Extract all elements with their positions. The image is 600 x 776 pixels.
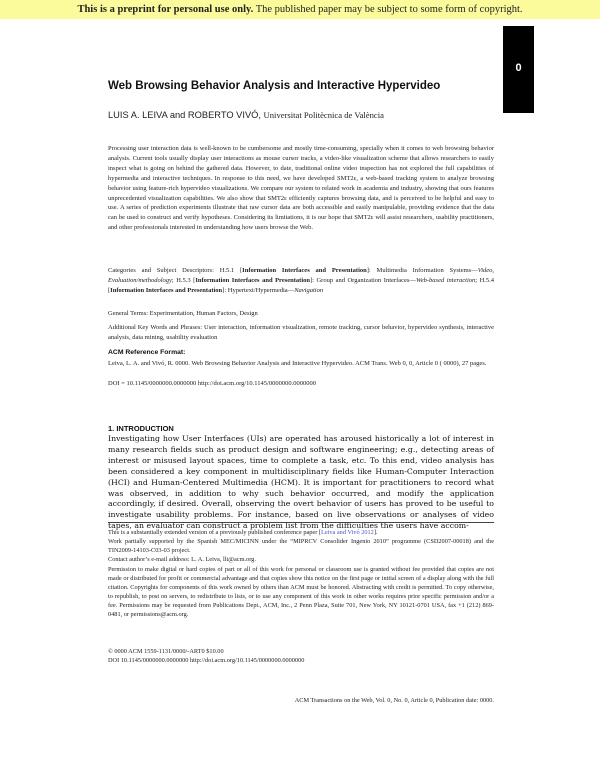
footnote-extended-version — [108, 528, 494, 537]
footnote-doi: DOI 10.1145/0000000.0000000 http://doi.acm.org/10.1145/0000000.0000000 — [108, 657, 305, 664]
category-code: H.5.1 [ — [219, 267, 243, 274]
category-subject: ]: Group and Organization Interfaces— — [310, 276, 416, 284]
preprint-banner — [0, 0, 600, 19]
category-name: Information Interfaces and Presentation — [195, 276, 310, 284]
footnote-text: This is a substantially extended version of a previously published conference paper [ — [108, 529, 321, 536]
citation-link[interactable]: Leiva and Vivó 2012 — [320, 529, 374, 536]
category-subject: ]: Multimedia Information Systems— — [366, 267, 478, 274]
category-name: Information Interfaces and Presentation — [242, 267, 367, 274]
acm-reference-citation: Leiva, L. A. and Vivó, R. 0000. Web Browsing Behavior Analysis and Interactive Hypervideo. ACM Trans. Web 0, 0, Article 0 ( 0000), 27 pages. — [108, 360, 487, 367]
footnote-text-end: ]. — [373, 529, 378, 536]
author-affiliation: Universitat Politècnica de València — [263, 110, 384, 120]
keywords: Additional Key Words and Phrases: User interaction, information visualization, remote tracking, cursor behavior, hypervideo synthesis, interactive analysis, data mining, usability evaluation — [108, 324, 494, 341]
footnote-rule — [108, 522, 494, 523]
category-name: Information Interfaces and Presentation — [110, 286, 223, 294]
footnote-copyright: © 0000 ACM 1559-1131/0000/-ART0 $10.00 — [108, 648, 224, 655]
banner-rest-text: The published paper may be subject to some form of copyright. — [255, 4, 523, 15]
categories-label: Categories and Subject Descriptors: — [108, 267, 214, 274]
banner-bold-text: This is a preprint for personal use only. — [77, 4, 254, 15]
category-code: ; H.5.3 [ — [171, 276, 196, 284]
footnote-funding: Work partially supported by the Spanish MEC/MICINN under the “MIPRCV Consolider Ingenio 2010” programme (CSD2007-00018) and the TIN2009-14103-C03-03 project. — [108, 538, 494, 555]
general-terms: General Terms: Experimentation, Human Factors, Design — [108, 310, 258, 317]
abstract: Processing user interaction data is well-known to be cumbersome and mostly time-consuming, specially when it comes to web browsing behavior analysis. Current tools usually display user interactions as mouse cursor tracks, a video-like visualization scheme that allows researchers to easily inspect what is going on behind the gathered data. However, to date, traditional online video inspection has not explored the full capabilities of hypermedia and interactive techniques. In response to this need, we have developed SMT2ε, a web-based tracking system to analyze browsing behavior using feature-rich hypervideo visualizations. We compare our system to related work in academia and industry, showing that ours features unprecedented visualization capabilities. We also show that SMT2ε efficiently captures browsing data, and is perceived to be helpful and easy to use. A series of prediction experiments illustrate that raw cursor data are both accessible and easily manipulable, providing evidence that the data can be used to construct and verify hypotheses. Considering its limitations, it is our hope that SMT2ε will assist researchers, usability practitioners, and other professionals interested in understanding how users browse the Web. — [108, 145, 494, 232]
introduction-body: Investigating how User Interfaces (UIs) are operated has aroused historically a lot of interest in many research fields such as product design and software engineering; e.g., detecting areas of interest or misused layout spaces, time to complete a task, etc. To this end, video analysis has been considered a key component in multidisciplinary fields like Human-Computer Interaction (HCI) and Human-Centered Multimedia (HCM). It is important for practitioners to record what was observed, in addition to why such behavior occurred, and modify the application accordingly, if desired. Overall, observing the overt behavior of users has proved to be useful to investigate usability problems. For instance, based on live observations or analyses of video tapes, an evaluator can construct a problem list from the difficulties the users have accom- — [108, 434, 494, 531]
author-line — [108, 110, 498, 120]
category-subject: ]: Hypertext/Hypermedia— — [222, 286, 295, 294]
acm-reference-doi: DOI = 10.1145/0000000.0000000 http://doi.acm.org/10.1145/0000000.0000000 — [108, 380, 316, 387]
author-names: LUIS A. LEIVA and ROBERTO VIVÓ, — [108, 110, 261, 120]
section-heading-introduction: 1. INTRODUCTION — [108, 424, 174, 433]
paper-title: Web Browsing Behavior Analysis and Interactive Hypervideo — [108, 80, 441, 92]
footnote-permissions: Permission to make digital or hard copies of part or all of this work for personal or classroom use is granted without fee provided that copies are not made or distributed for profit or commercial advantage and that copies show this notice on the first page or initial screen of a display along with the full citation. Copyrights for components of this work owned by others than ACM must be honored. Abstracting with credit is permitted. To copy otherwise, to republish, to post on servers, to redistribute to lists, or to use any component of this work in other works requires prior specific permission and/or a fee. Permissions may be requested from Publications Dept., ACM, Inc., 2 Penn Plaza, Suite 701, New York, NY 10121-0701 USA, fax +1 (212) 869-0481, or permissions@acm.org. — [108, 566, 494, 619]
categories-descriptors — [108, 266, 494, 296]
category-detail: Navigation — [294, 286, 324, 294]
category-code: ; H.5.4 [ — [108, 276, 495, 294]
category-detail: Web-based interaction — [415, 276, 476, 284]
page-number-tab: 0 — [503, 26, 534, 113]
running-footer: ACM Transactions on the Web, Vol. 0, No. 0, Article 0, Publication date: 0000. — [294, 697, 494, 704]
acm-reference-heading: ACM Reference Format: — [108, 349, 186, 356]
category-detail: Video, Evaluation/methodology — [108, 267, 495, 284]
footnote-contact: Contact author’s e-mail address: L. A. Leiva, llt@acm.org. — [108, 556, 256, 563]
